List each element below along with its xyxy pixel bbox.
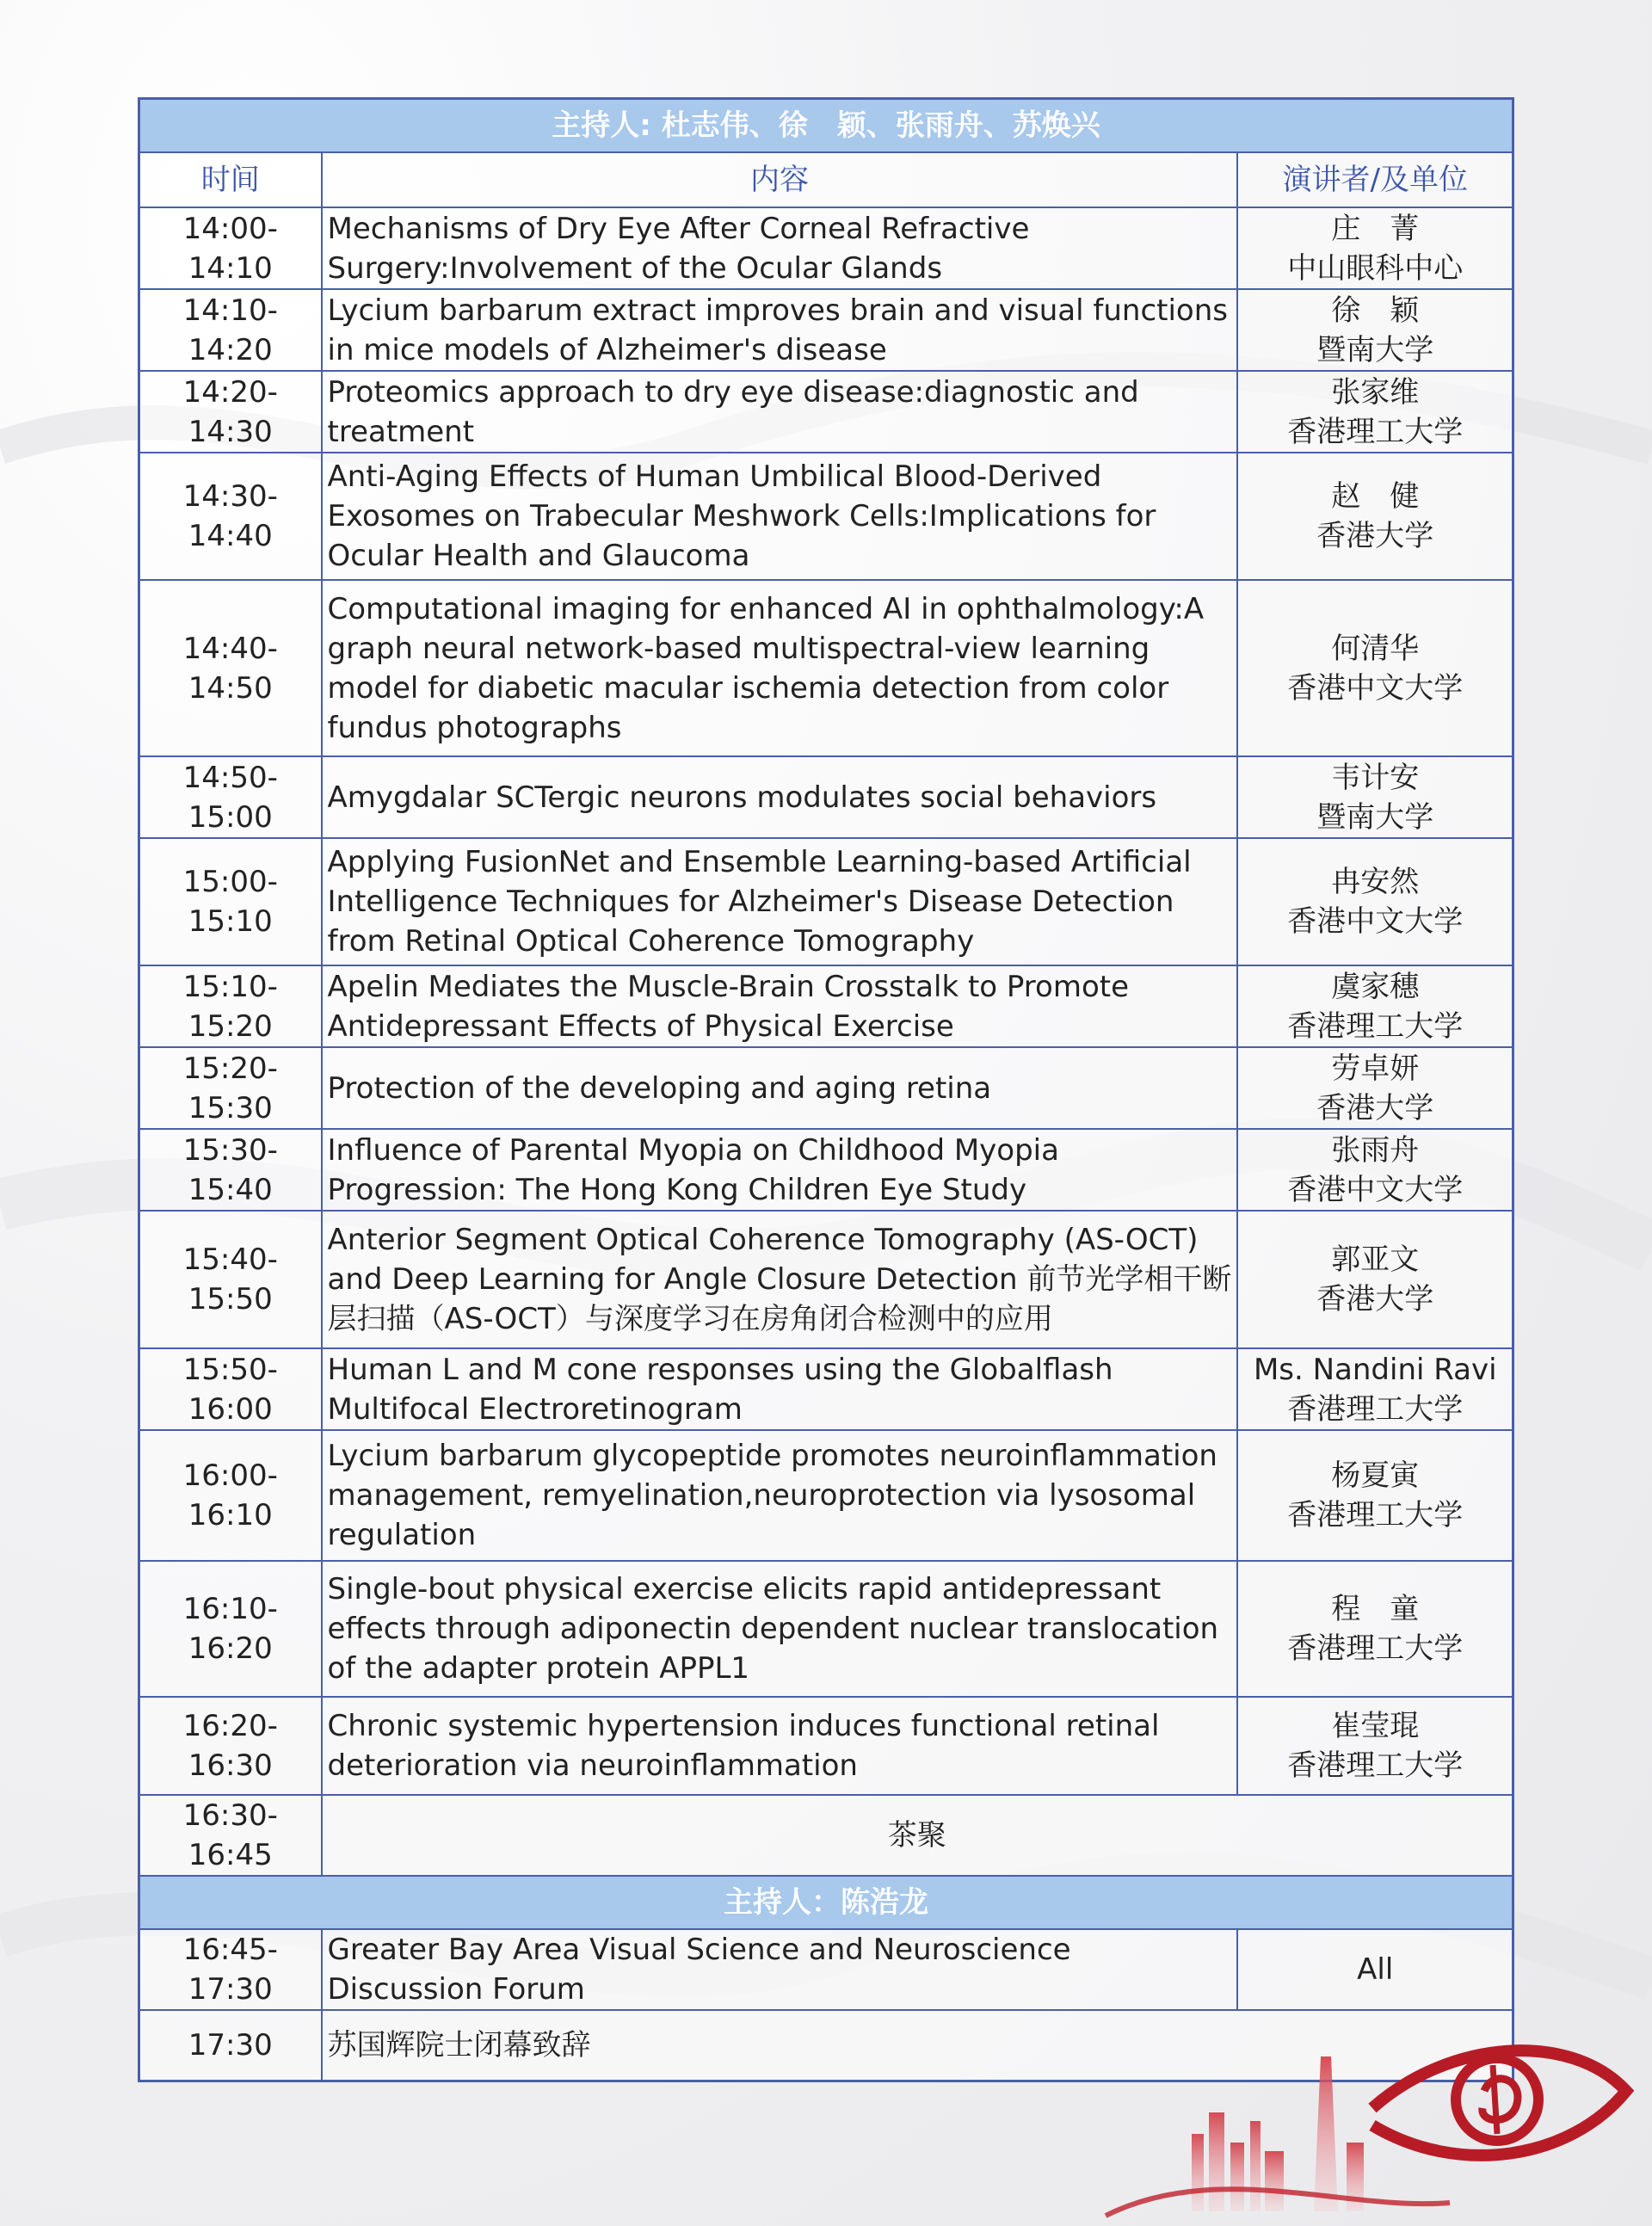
session-speaker	[1237, 1561, 1513, 1697]
forum-topic: Greater Bay Area Visual Science and Neuroscience Discussion Forum	[322, 1929, 1238, 2010]
forum-time: 16:45-17:30	[139, 1929, 322, 2010]
speaker-name: 韦计安	[1331, 760, 1420, 795]
speaker-institution: 暨南大学	[1316, 332, 1434, 367]
table-row	[139, 289, 1513, 371]
speaker-institution: 香港大学	[1316, 519, 1434, 553]
session-topic: Mechanisms of Dry Eye After Corneal Refractive Surgery:Involvement of the Ocular Glands	[322, 207, 1238, 289]
speaker-institution: 香港大学	[1316, 1090, 1434, 1125]
session-time: 16:10-16:20	[139, 1561, 322, 1697]
speaker-institution: 香港大学	[1316, 1282, 1434, 1316]
speaker-institution: 香港理工大学	[1287, 1391, 1464, 1427]
break-label: 茶聚	[322, 1795, 1513, 1876]
session-time: 15:30-15:40	[139, 1129, 322, 1211]
session-time: 14:00-14:10	[139, 207, 322, 289]
table-row	[139, 838, 1513, 965]
session-time: 15:10-15:20	[139, 965, 322, 1047]
speaker-name: 虞家穗	[1331, 969, 1420, 1004]
host-label: 主持人: 杜志伟、徐 颖、张雨舟、苏焕兴	[139, 99, 1513, 153]
session-topic: Amygdalar SCTergic neurons modulates social behaviors	[322, 756, 1238, 838]
session-speaker	[1237, 371, 1513, 453]
table-row	[139, 1697, 1513, 1795]
forum-row	[139, 1929, 1513, 2010]
table-row	[139, 580, 1513, 756]
speaker-name: 程 童	[1331, 1592, 1420, 1626]
speaker-institution: 暨南大学	[1316, 799, 1434, 835]
session-speaker	[1237, 453, 1513, 580]
session-time: 16:00-16:10	[139, 1430, 322, 1561]
speaker-institution: 香港理工大学	[1287, 1008, 1464, 1044]
table-row	[139, 371, 1513, 453]
session-topic: Computational imaging for enhanced AI in ophthalmology:A graph neural network-based multispectral-view learning model for diabetic macular ischemia detection from color fundus photographs	[322, 580, 1238, 756]
session-topic: Proteomics approach to dry eye disease:diagnostic and treatment	[322, 371, 1238, 453]
speaker-institution: 香港理工大学	[1287, 1631, 1464, 1666]
closing-topic: 苏国辉院士闭幕致辞	[322, 2010, 1513, 2081]
session-speaker	[1237, 1129, 1513, 1211]
speaker-name: 庄 菁	[1331, 211, 1420, 246]
session-topic: Single-bout physical exercise elicits rapid antidepressant effects through adiponectin dependent nuclear translocation of the adapter protein APPL1	[322, 1561, 1238, 1697]
speaker-name: 张家维	[1331, 374, 1420, 410]
session-topic: Chronic systemic hypertension induces functional retinal deterioration via neuroinflammation	[322, 1697, 1238, 1795]
program-table	[138, 97, 1514, 2082]
session-time: 15:50-16:00	[139, 1348, 322, 1430]
table-row	[139, 1047, 1513, 1129]
speaker-name: 张雨舟	[1331, 1132, 1420, 1168]
speaker-name: 劳卓妍	[1331, 1051, 1420, 1086]
table-row	[139, 1211, 1513, 1348]
eye-skyline-logo-icon	[1088, 2031, 1639, 2226]
column-header-time: 时间	[139, 152, 322, 207]
table-row	[139, 207, 1513, 289]
speaker-name: 徐 颖	[1331, 293, 1420, 328]
session-time: 15:40-15:50	[139, 1211, 322, 1348]
session-topic: Apelin Mediates the Muscle-Brain Crosstalk to Promote Antidepressant Effects of Physical Exercise	[322, 965, 1238, 1047]
table-row	[139, 1561, 1513, 1697]
speaker-name: 郭亚文	[1331, 1242, 1420, 1277]
speaker-institution: 香港理工大学	[1287, 414, 1464, 449]
table-row	[139, 1430, 1513, 1561]
session-speaker	[1237, 289, 1513, 371]
speaker-institution: 香港理工大学	[1287, 1498, 1464, 1532]
speaker-institution: 中山眼科中心	[1287, 250, 1464, 286]
host-row-1	[139, 99, 1513, 153]
table-row	[139, 453, 1513, 580]
session-speaker	[1237, 580, 1513, 756]
host-row-2	[139, 1876, 1513, 1929]
host-label: 主持人：陈浩龙	[139, 1876, 1513, 1929]
speaker-name: 冉安然	[1331, 865, 1420, 899]
table-row	[139, 756, 1513, 838]
session-topic: Anti-Aging Effects of Human Umbilical Blood-Derived Exosomes on Trabecular Meshwork Cells:Implications for Ocular Health and Glaucoma	[322, 453, 1238, 580]
speaker-name: 赵 健	[1331, 479, 1420, 514]
break-row	[139, 1795, 1513, 1876]
column-header-row	[139, 152, 1513, 207]
break-time: 16:30-16:45	[139, 1795, 322, 1876]
column-header-speaker: 演讲者/及单位	[1237, 152, 1513, 207]
session-topic: Anterior Segment Optical Coherence Tomography (AS-OCT) and Deep Learning for Angle Closure Detection 前节光学相干断层扫描（AS-OCT）与深度学习在房角闭合检测中的应用	[322, 1211, 1238, 1348]
session-speaker	[1237, 1430, 1513, 1561]
session-time: 15:00-15:10	[139, 838, 322, 965]
session-speaker	[1237, 965, 1513, 1047]
session-speaker	[1237, 207, 1513, 289]
speaker-institution: 香港中文大学	[1287, 904, 1464, 939]
session-time: 16:20-16:30	[139, 1697, 322, 1795]
speaker-institution: 香港理工大学	[1287, 1748, 1464, 1783]
session-time: 14:20-14:30	[139, 371, 322, 453]
session-time: 15:20-15:30	[139, 1047, 322, 1129]
session-time: 14:30-14:40	[139, 453, 322, 580]
speaker-name: Ms. Nandini Ravi	[1253, 1352, 1497, 1387]
session-topic: Human L and M cone responses using the Globalflash Multifocal Electroretinogram	[322, 1348, 1238, 1430]
session-topic: Influence of Parental Myopia on Childhood Myopia Progression: The Hong Kong Children Eye Study	[322, 1129, 1238, 1211]
closing-time: 17:30	[139, 2010, 322, 2081]
table-row	[139, 965, 1513, 1047]
session-topic: Protection of the developing and aging retina	[322, 1047, 1238, 1129]
session-speaker	[1237, 756, 1513, 838]
session-topic: Applying FusionNet and Ensemble Learning-based Artificial Intelligence Techniques for Alzheimer's Disease Detection from Retinal Optical Coherence Tomography	[322, 838, 1238, 965]
table-row	[139, 1129, 1513, 1211]
session-speaker	[1237, 1697, 1513, 1795]
speaker-institution: 香港中文大学	[1287, 670, 1464, 706]
session-time: 14:10-14:20	[139, 289, 322, 371]
session-speaker	[1237, 1047, 1513, 1129]
session-topic: Lycium barbarum extract improves brain and visual functions in mice models of Alzheimer's disease	[322, 289, 1238, 371]
column-header-content: 内容	[322, 152, 1238, 207]
speaker-institution: 香港中文大学	[1287, 1172, 1464, 1207]
speaker-name: 崔莹琨	[1331, 1709, 1420, 1743]
session-speaker	[1237, 1211, 1513, 1348]
session-time: 14:40-14:50	[139, 580, 322, 756]
speaker-name: 何清华	[1331, 631, 1420, 666]
speaker-name: 杨夏寅	[1331, 1458, 1420, 1493]
table-row	[139, 1348, 1513, 1430]
session-speaker	[1237, 1348, 1513, 1430]
forum-speaker: All	[1237, 1929, 1513, 2010]
session-topic: Lycium barbarum glycopeptide promotes neuroinflammation management, remyelination,neuroprotection via lysosomal regulation	[322, 1430, 1238, 1561]
session-time: 14:50-15:00	[139, 756, 322, 838]
session-speaker	[1237, 838, 1513, 965]
